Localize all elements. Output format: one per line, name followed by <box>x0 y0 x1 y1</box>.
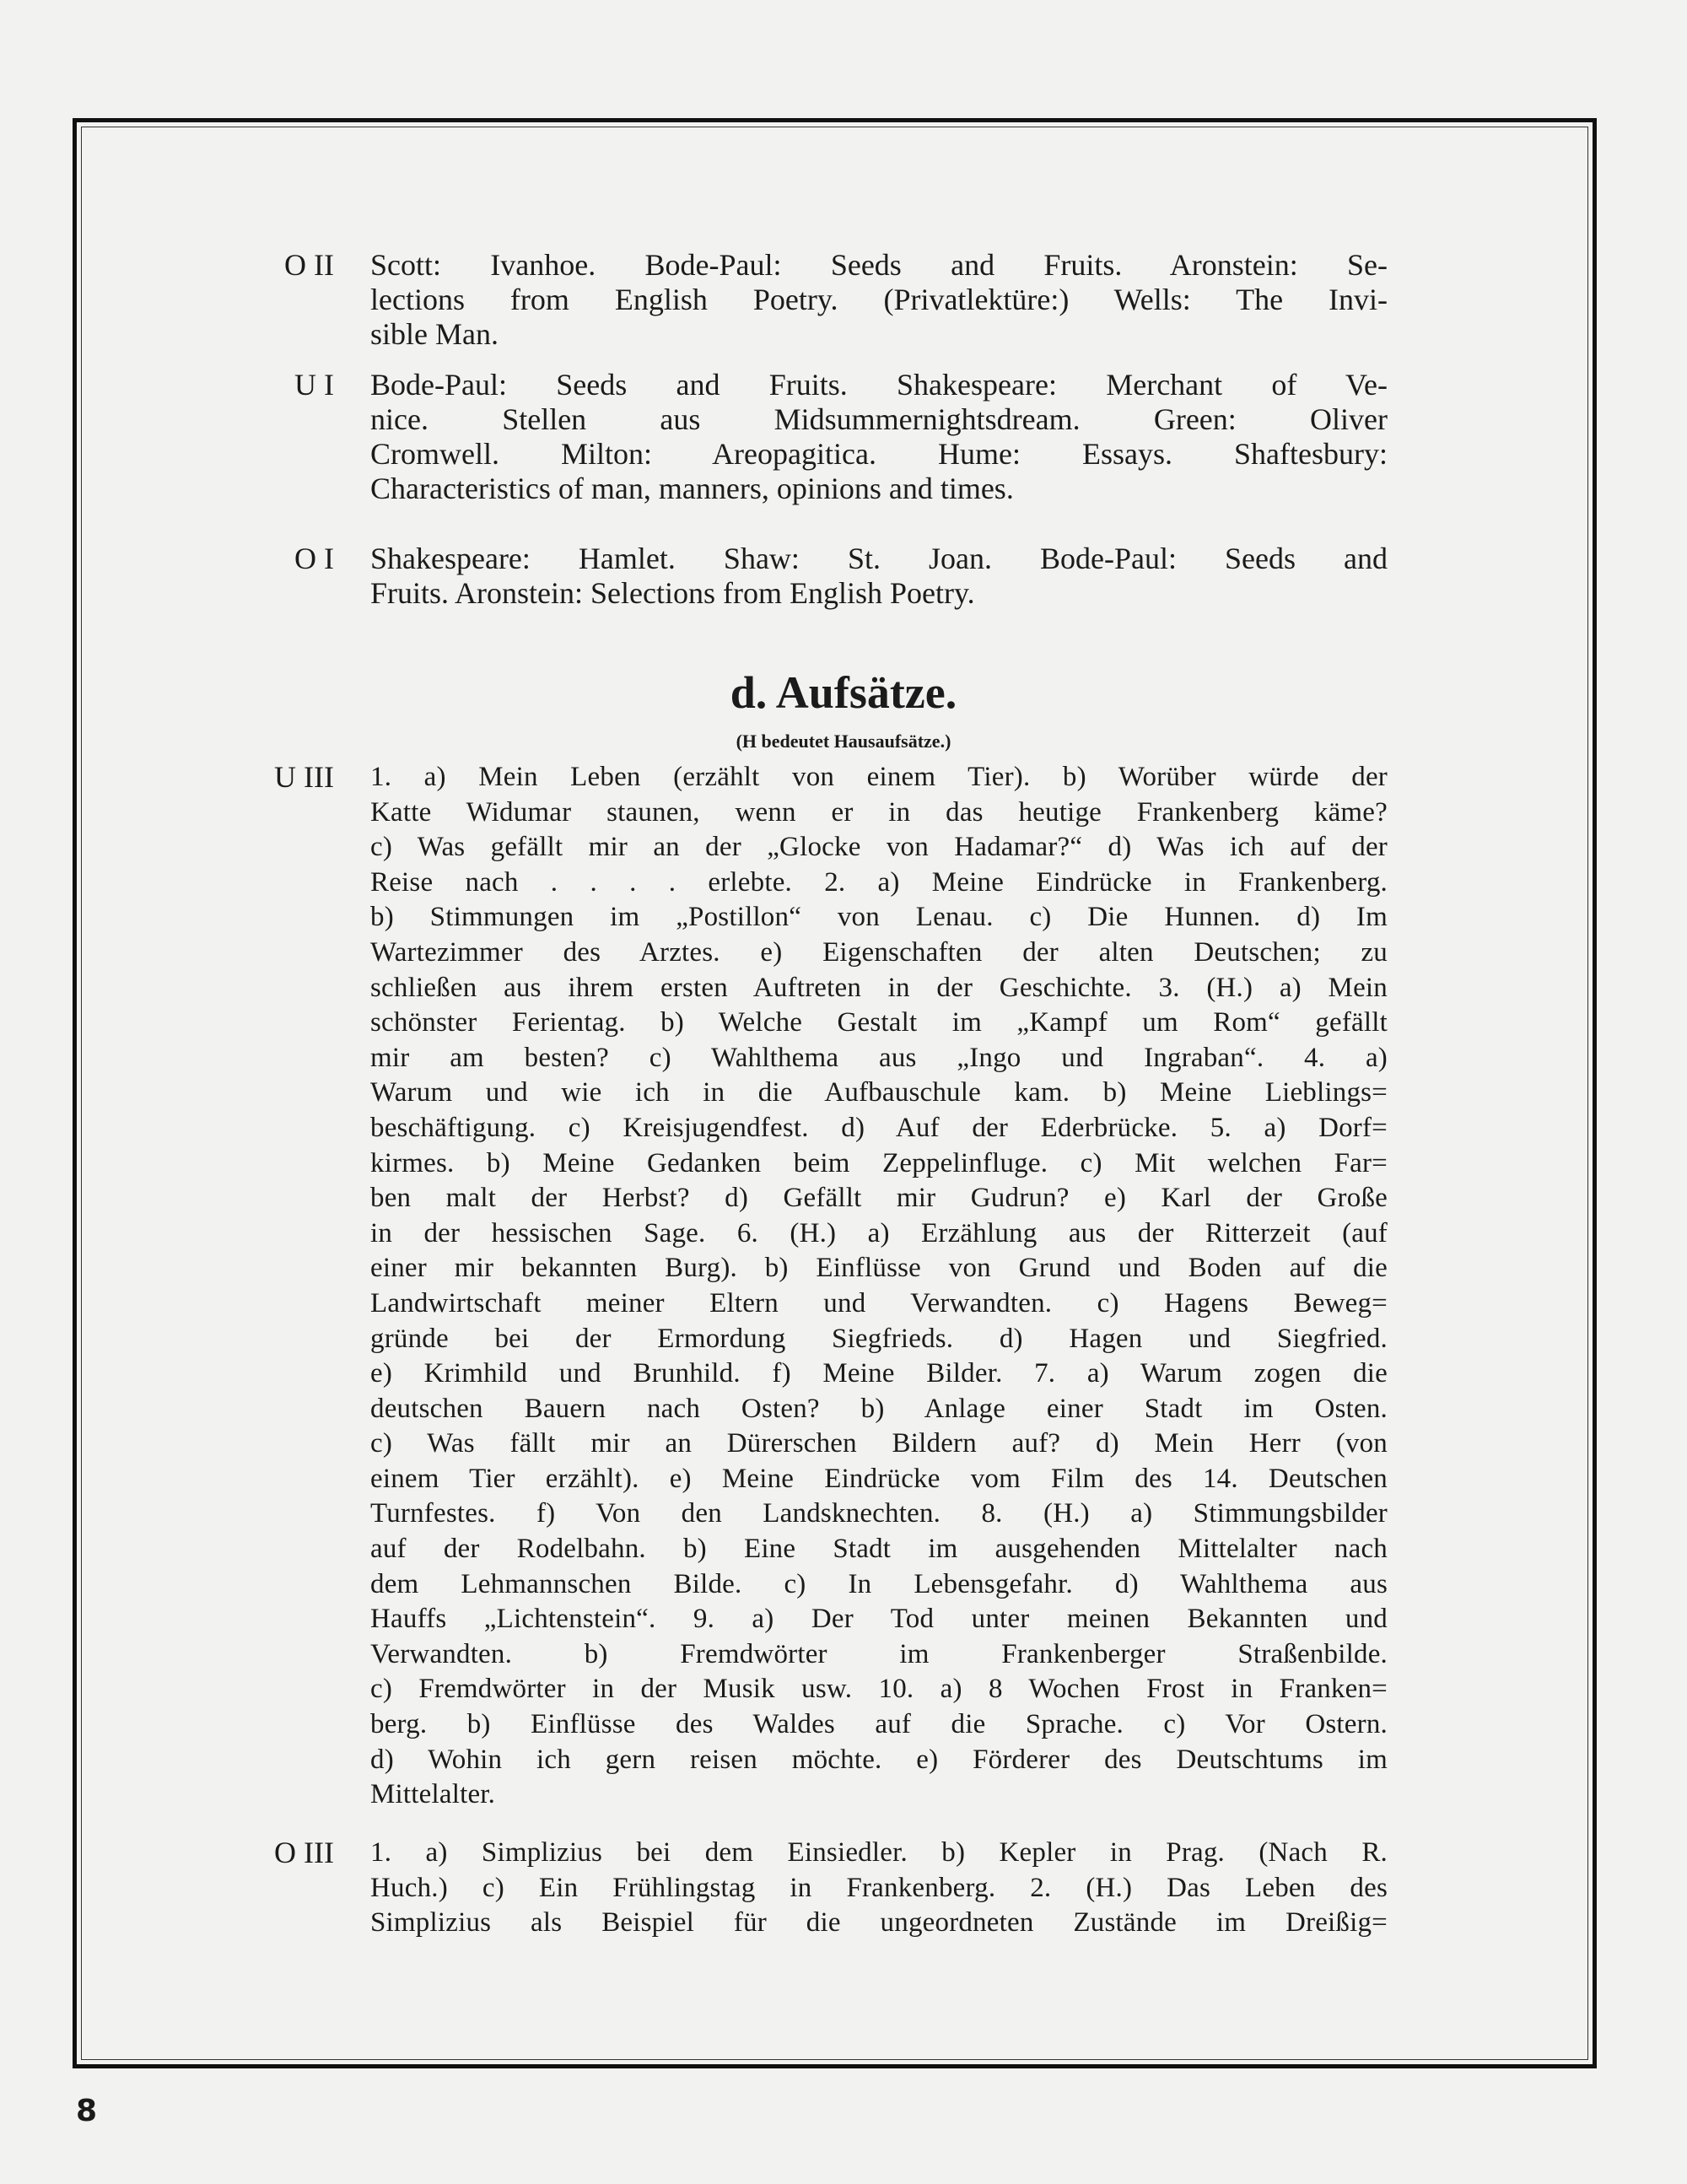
text-line: lections from English Poetry. (Privatlektüre:) Wells: The Invi- <box>370 283 1388 316</box>
text-line: Simplizius als Beispiel für die ungeordneten Zustände im Dreißig= <box>370 1907 1388 1939</box>
entry-text <box>370 760 1388 1813</box>
essays-subtitle: (H bedeutet Hausaufsätze.) <box>736 731 951 752</box>
essays-heading: d. Aufsätze. <box>730 667 957 718</box>
text-line: sible Man. <box>370 317 499 351</box>
text-line: 1. a) Mein Leben (erzählt von einem Tier). b) Worüber würde der <box>370 762 1388 792</box>
text-line: auf der Rodelbahn. b) Eine Stadt im ausgehenden Mittelalter nach <box>370 1534 1388 1565</box>
text-line: Katte Widumar staunen, wenn er in das heutige Frankenberg käme? <box>370 796 1388 828</box>
text-line: in der hessischen Sage. 6. (H.) a) Erzählung aus der Ritterzeit (auf <box>370 1217 1388 1248</box>
text-line: dem Lehmannschen Bilde. c) In Lebensgefahr. d) Wahlthema aus <box>370 1568 1388 1599</box>
text-line: nice. Stellen aus Midsummernightsdream. Green: Oliver <box>370 402 1388 436</box>
text-line: b) Stimmungen im „Postillon“ von Lenau. c) Die Hunnen. d) Im <box>370 902 1388 933</box>
text-line: einer mir bekannten Burg). b) Einflüsse von Grund und Boden auf die <box>370 1253 1388 1284</box>
text-line: beschäftigung. c) Kreisjugendfest. d) Auf der Ederbrücke. 5. a) Dorf= <box>370 1112 1388 1143</box>
class-label: O III <box>274 1836 334 1869</box>
text-line: c) Was fällt mir an Dürerschen Bildern auf? d) Mein Herr (von <box>370 1428 1388 1459</box>
text-line: e) Krimhild und Brunhild. f) Meine Bilder. 7. a) Warum zogen die <box>370 1358 1388 1389</box>
text-line: gründe bei der Ermordung Siegfrieds. d) Hagen und Siegfried. <box>370 1323 1388 1354</box>
entry-text <box>370 248 1388 352</box>
class-label: U III <box>274 760 334 794</box>
class-label: O II <box>284 248 334 282</box>
text-line: 1. a) Simplizius bei dem Einsiedler. b) Kepler in Prag. (Nach R. <box>370 1837 1388 1868</box>
text-line: Huch.) c) Ein Frühlingstag in Frankenberg. 2. (H.) Das Leben des <box>370 1872 1388 1903</box>
page-number: 8 <box>76 2094 98 2128</box>
text-line: c) Was gefällt mir an der „Glocke von Hadamar?“ d) Was ich auf der <box>370 832 1388 863</box>
text-line: Fruits. Aronstein: Selections from English Poetry. <box>370 576 975 610</box>
class-label: O I <box>294 542 334 575</box>
class-label: U I <box>294 368 334 402</box>
text-line: Verwandten. b) Fremdwörter im Frankenberger Straßenbilde. <box>370 1638 1388 1669</box>
text-line: Bode-Paul: Seeds and Fruits. Shakespeare: Merchant of Ve- <box>370 368 1388 402</box>
text-line: deutschen Bauern nach Osten? b) Anlage einer Stadt im Osten. <box>370 1393 1388 1424</box>
text-line: berg. b) Einflüsse des Waldes auf die Sprache. c) Vor Ostern. <box>370 1709 1388 1740</box>
text-line: mir am besten? c) Wahlthema aus „Ingo und Ingraban“. 4. a) <box>370 1042 1388 1073</box>
entry-text <box>370 542 1388 611</box>
text-line: Shakespeare: Hamlet. Shaw: St. Joan. Bode-Paul: Seeds and <box>370 542 1388 575</box>
text-line: schließen aus ihrem ersten Auftreten in der Geschichte. 3. (H.) a) Mein <box>370 972 1388 1003</box>
text-line: d) Wohin ich gern reisen möchte. e) Förderer des Deutschtums im <box>370 1744 1388 1775</box>
text-line: Warum und wie ich in die Aufbauschule kam. b) Meine Lieblings= <box>370 1077 1388 1108</box>
text-line: c) Fremdwörter in der Musik usw. 10. a) 8 Wochen Frost in Franken= <box>370 1674 1388 1705</box>
text-line: Mittelalter. <box>370 1779 496 1810</box>
text-line: Characteristics of man, manners, opinions and times. <box>370 472 1014 505</box>
text-line: Hauffs „Lichtenstein“. 9. a) Der Tod unter meinen Bekannten und <box>370 1604 1388 1635</box>
text-line: einem Tier erzählt). e) Meine Eindrücke vom Film des 14. Deutschen <box>370 1463 1388 1494</box>
text-line: Reise nach . . . . erlebte. 2. a) Meine Eindrücke in Frankenberg. <box>370 866 1388 898</box>
text-line: ben malt der Herbst? d) Gefällt mir Gudrun? e) Karl der Große <box>370 1183 1388 1214</box>
entry-text <box>370 1836 1388 1941</box>
text-line: schönster Ferientag. b) Welche Gestalt im „Kampf um Rom“ gefällt <box>370 1007 1388 1038</box>
text-line: Scott: Ivanhoe. Bode-Paul: Seeds and Fruits. Aronstein: Se- <box>370 248 1388 282</box>
text-line: Wartezimmer des Arztes. e) Eigenschaften der alten Deutschen; zu <box>370 936 1388 968</box>
text-line: Turnfestes. f) Von den Landsknechten. 8. (H.) a) Stimmungsbilder <box>370 1498 1388 1529</box>
text-line: kirmes. b) Meine Gedanken beim Zeppelinfluge. c) Mit welchen Far= <box>370 1147 1388 1178</box>
entry-text <box>370 368 1388 506</box>
text-line: Cromwell. Milton: Areopagitica. Hume: Essays. Shaftesbury: <box>370 437 1388 471</box>
text-line: Landwirtschaft meiner Eltern und Verwandten. c) Hagens Beweg= <box>370 1287 1388 1318</box>
